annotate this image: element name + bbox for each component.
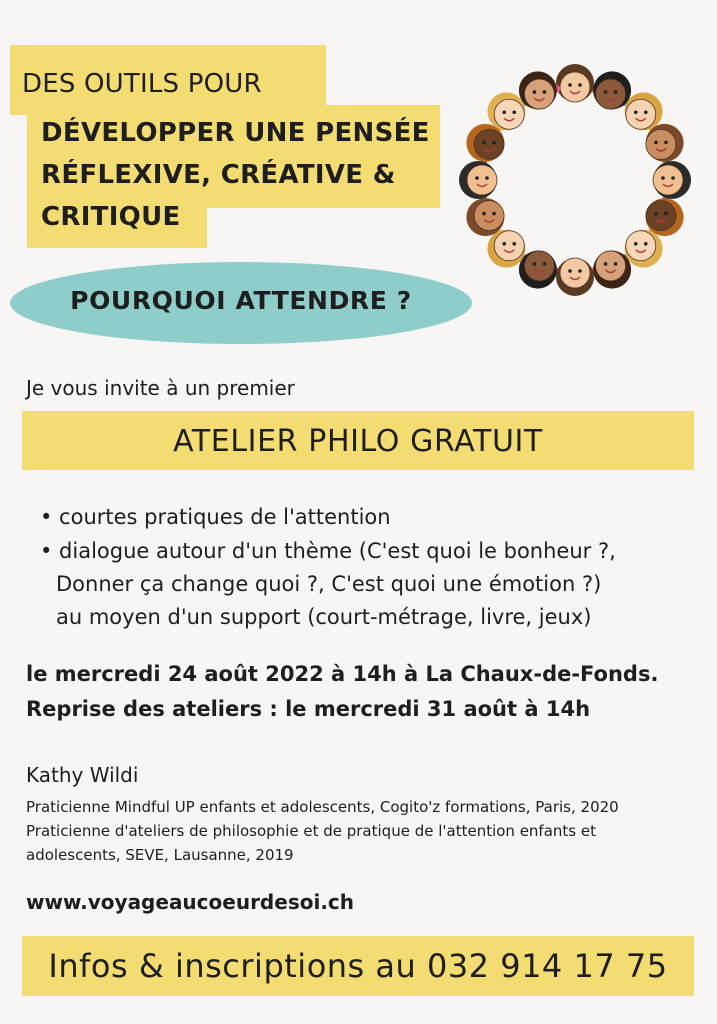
bullet-item-2: • dialogue autour d'un thème (C'est quoi le bonheur ?, — [40, 539, 616, 563]
child-figure — [466, 124, 504, 162]
question-text: POURQUOI ATTENDRE ? — [70, 286, 412, 315]
atelier-banner — [22, 411, 694, 470]
presenter-name: Kathy Wildi — [26, 763, 139, 787]
child-figure — [593, 71, 631, 109]
contact-banner — [22, 936, 694, 996]
question-banner — [10, 262, 472, 344]
website-link[interactable]: www.voyageaucoeurdesoi.ch — [26, 890, 355, 914]
bullet-item-1: • courtes pratiques de l'attention — [40, 505, 391, 529]
date-line-2: Reprise des ateliers : le mercredi 31 août à 14h — [26, 697, 591, 721]
presenter-credential-2: Praticienne d'ateliers de philosophie et de pratique de l'attention enfants et — [26, 822, 596, 840]
header-line-2: DÉVELOPPER UNE PENSÉE — [41, 118, 430, 148]
bullet-item-2-continuation-1: Donner ça change quoi ?, C'est quoi une émotion ?) — [56, 572, 602, 596]
presenter-credential-3: adolescents, SEVE, Lausanne, 2019 — [26, 846, 294, 864]
child-figure — [646, 124, 684, 162]
child-figure — [625, 230, 663, 268]
contact-text: Infos & inscriptions au 032 914 17 75 — [48, 947, 668, 985]
child-figure — [653, 161, 691, 199]
child-figure — [556, 64, 594, 102]
header-line-1: DES OUTILS POUR — [22, 69, 262, 99]
child-figure — [556, 258, 594, 296]
child-figure — [519, 251, 557, 289]
header-line-3: RÉFLEXIVE, CRÉATIVE & — [41, 160, 396, 190]
child-figure — [646, 198, 684, 236]
child-figure — [625, 92, 663, 130]
child-figure — [459, 161, 497, 199]
child-figure — [466, 198, 504, 236]
child-figure — [593, 251, 631, 289]
date-line-1: le mercredi 24 août 2022 à 14h à La Chaux-de-Fonds. — [26, 662, 659, 686]
child-figure — [487, 92, 525, 130]
child-figure — [487, 230, 525, 268]
atelier-title: ATELIER PHILO GRATUIT — [173, 424, 543, 459]
invite-text: Je vous invite à un premier — [26, 376, 295, 400]
bullet-item-2-continuation-2: au moyen d'un support (court-métrage, livre, jeux) — [56, 605, 592, 629]
presenter-credential-1: Praticienne Mindful UP enfants et adolescents, Cogito'z formations, Paris, 2020 — [26, 798, 619, 816]
header-line-4: CRITIQUE — [41, 202, 181, 232]
children-circle-illustration — [450, 55, 700, 305]
child-figure — [519, 71, 557, 109]
